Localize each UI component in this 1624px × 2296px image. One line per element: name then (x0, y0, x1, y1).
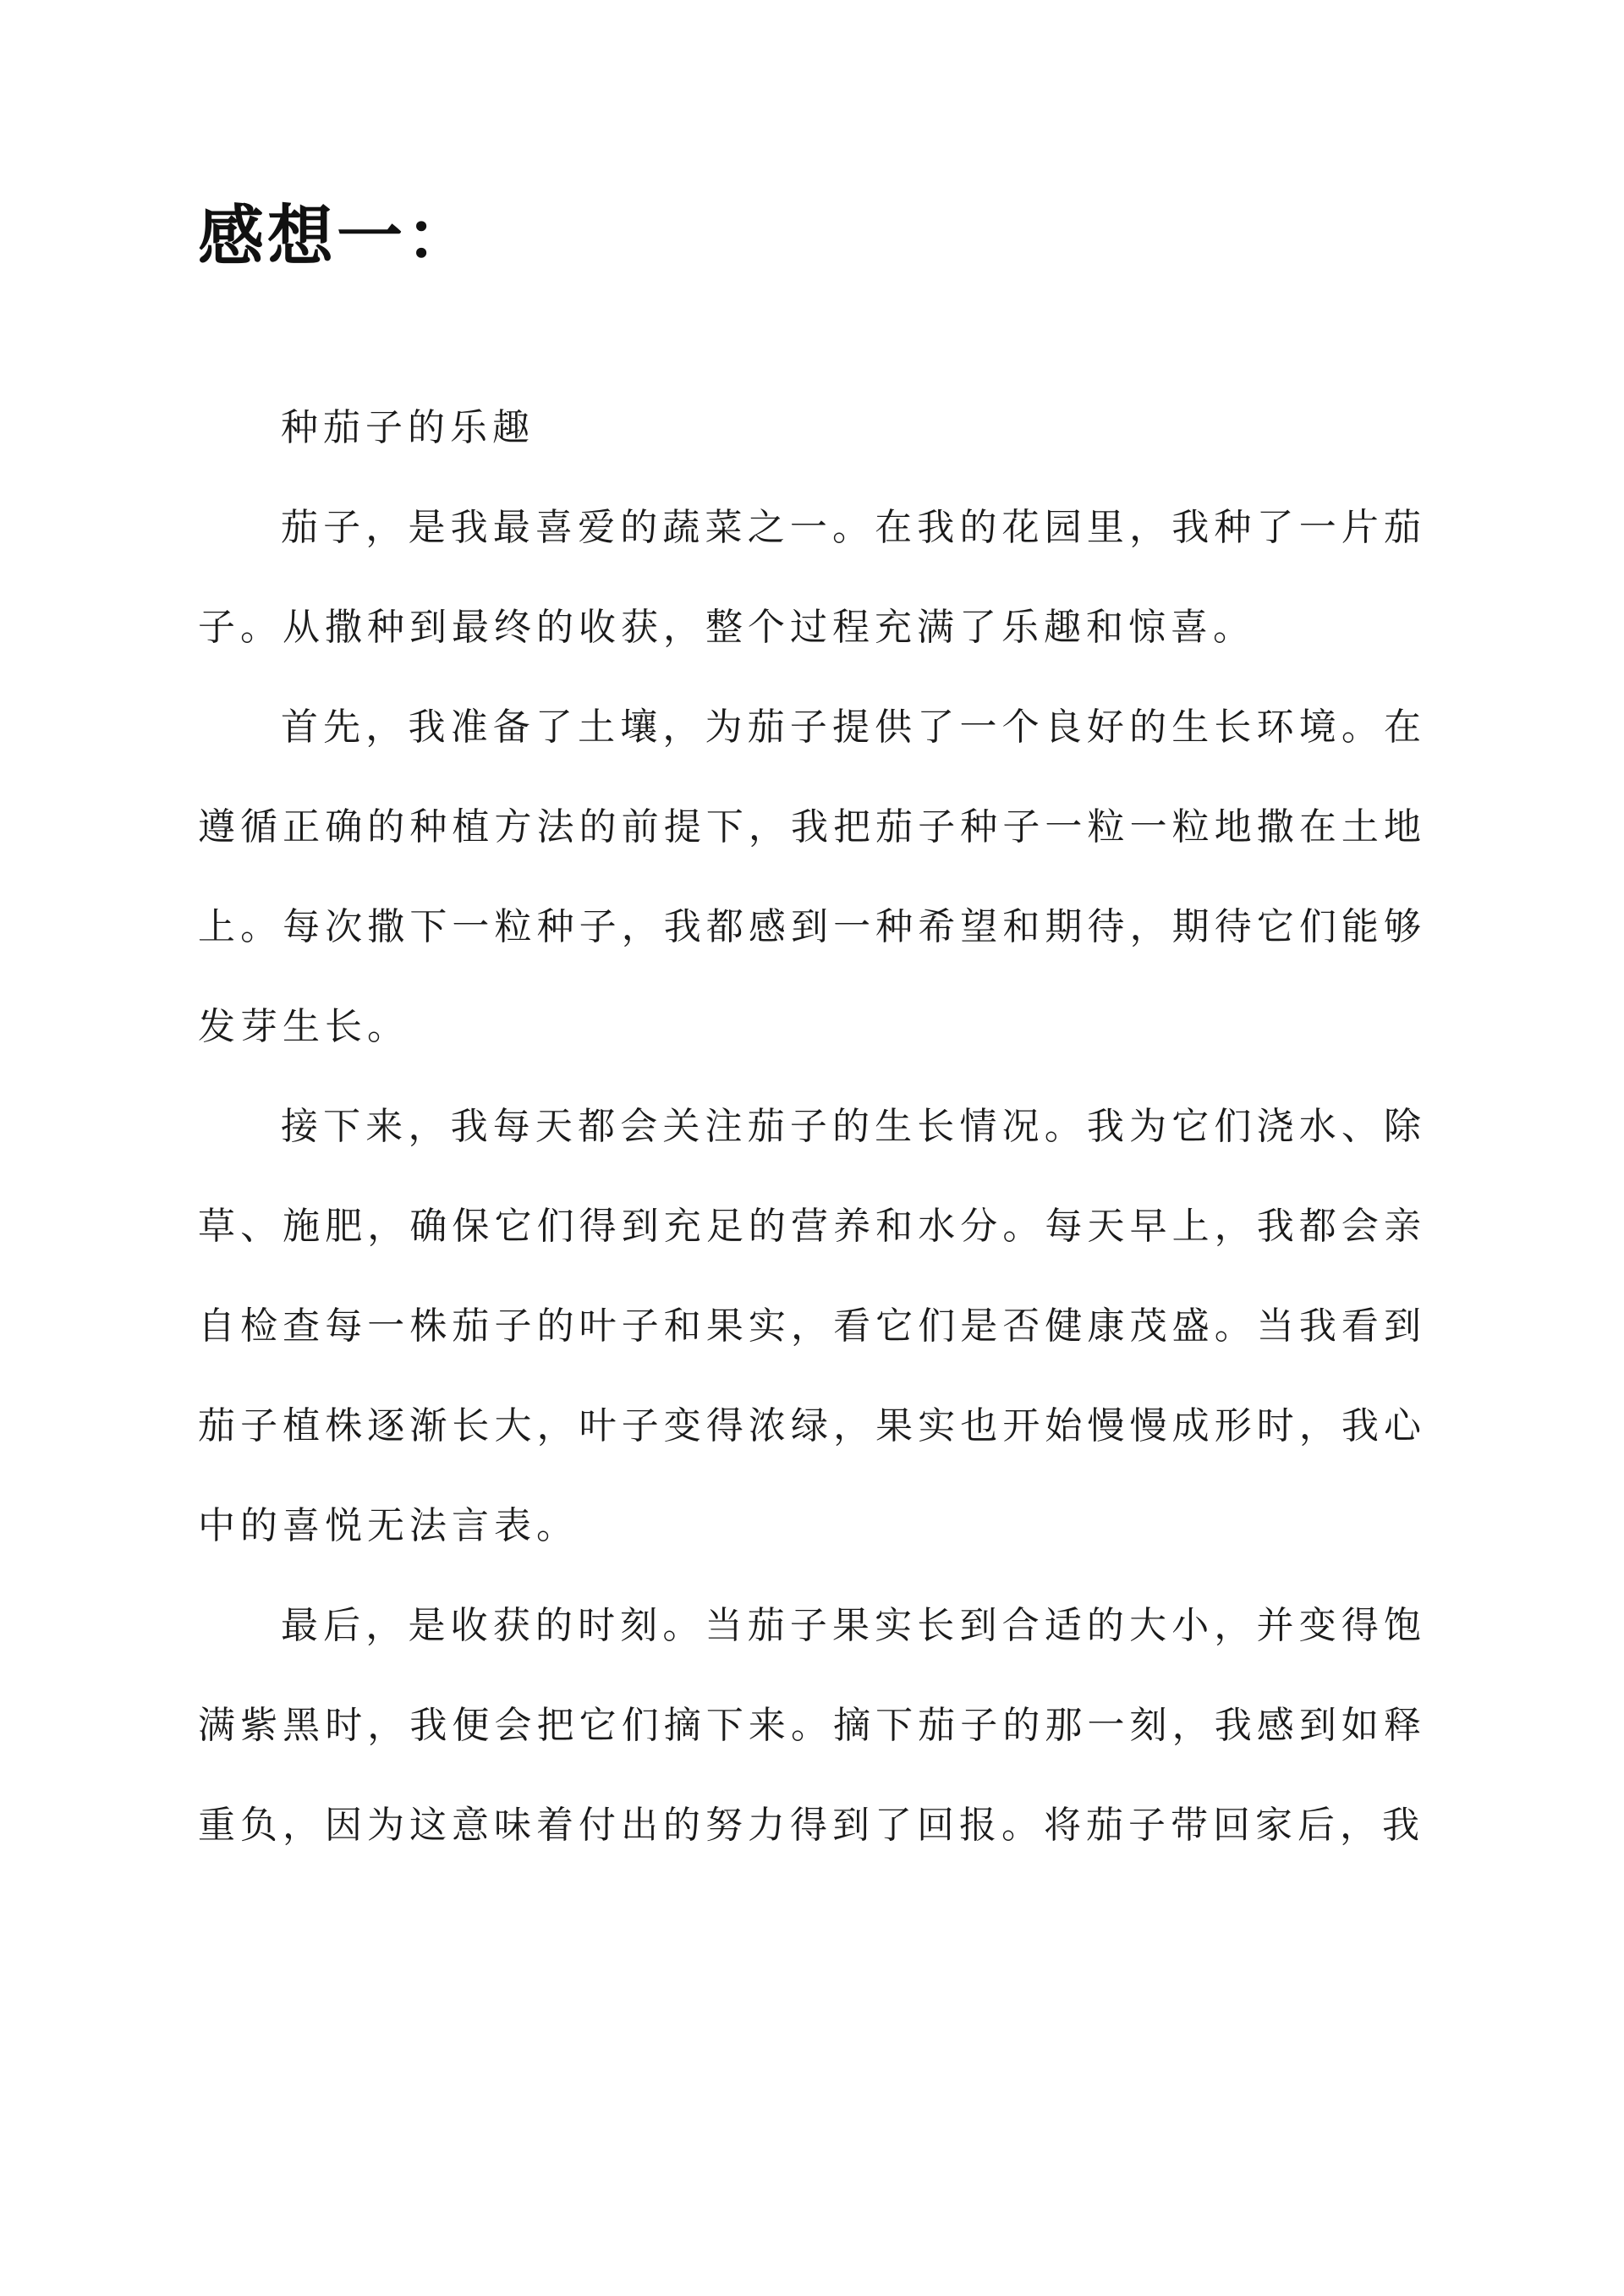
paragraph-1: 茄子，是我最喜爱的蔬菜之一。在我的花园里，我种了一片茄子。从撒种到最终的收获，整个过程充满了乐趣和惊喜。 (198, 506, 1426, 649)
document-body (198, 378, 1426, 1876)
paragraph-3: 接下来，我每天都会关注茄子的生长情况。我为它们浇水、除草、施肥，确保它们得到充足的营养和水分。每天早上，我都会亲自检查每一株茄子的叶子和果实，看它们是否健康茂盛。当我看到茄子植株逐渐长大，叶子变得浓绿，果实也开始慢慢成形时，我心中的喜悦无法言表。 (198, 1105, 1426, 1547)
subtitle: 种茄子的乐趣 (281, 406, 535, 449)
paragraph-4: 最后，是收获的时刻。当茄子果实长到合适的大小，并变得饱满紫黑时，我便会把它们摘下来。摘下茄子的那一刻，我感到如释重负，因为这意味着付出的努力得到了回报。将茄子带回家后，我 (198, 1604, 1426, 1847)
paragraph-2: 首先，我准备了土壤，为茄子提供了一个良好的生长环境。在遵循正确的种植方法的前提下，我把茄子种子一粒一粒地撒在土地上。每次撒下一粒种子，我都感到一种希望和期待，期待它们能够发芽生长。 (198, 706, 1426, 1048)
page-heading: 感想一： (198, 198, 476, 275)
